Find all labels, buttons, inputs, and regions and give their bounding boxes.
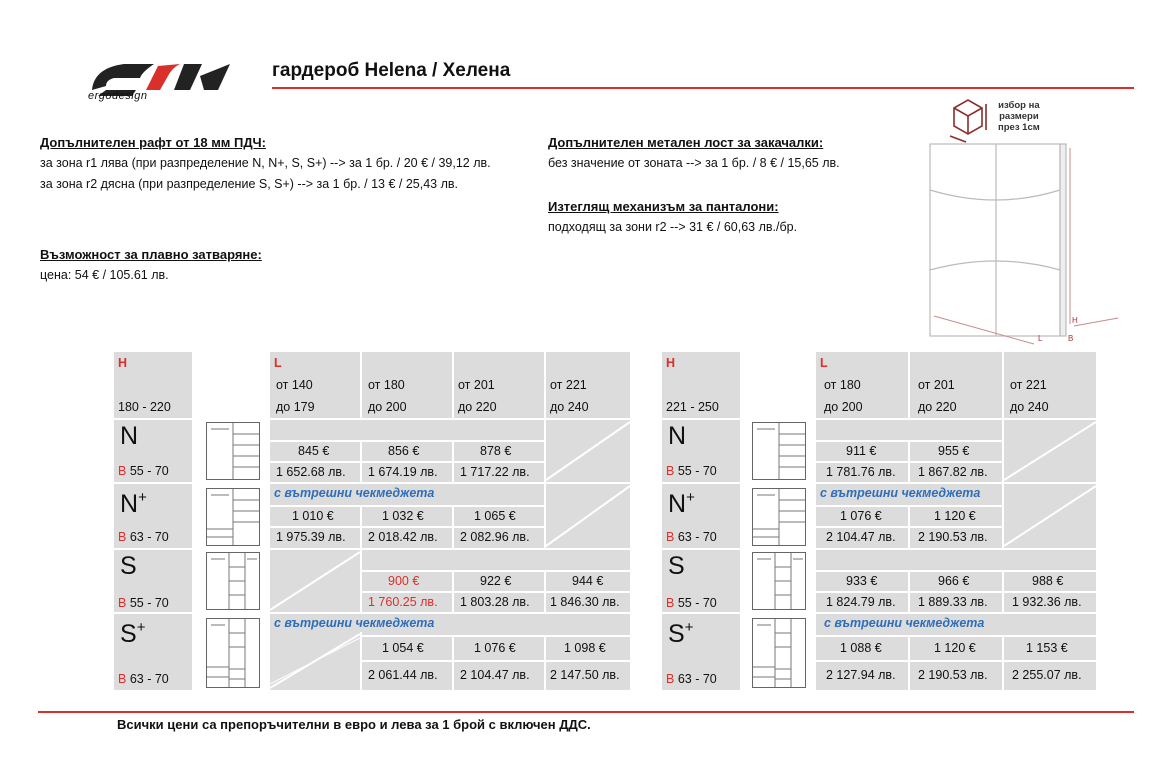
r-col-3-from: от 221 — [1010, 378, 1047, 392]
r-col-2-to: до 220 — [918, 400, 957, 414]
r-row-n-lev-2: 1 867.82 лв. — [918, 465, 988, 479]
row-n-eur-1: 845 € — [298, 444, 330, 458]
rod-heading: Допълнителен метален лост за закачалки: — [548, 135, 824, 150]
col-2-from: от 180 — [368, 378, 405, 392]
row-sp-eur-1: 1 054 € — [382, 641, 424, 655]
r-row-sp-note: с вътрешни чекмеджета — [824, 616, 985, 630]
footer-note: Всички цени са препоръчителни в евро и лева за 1 брой с включен ДДС. — [117, 717, 591, 732]
page-title: гардероб Helena / Хелена — [272, 60, 511, 81]
r-row-n-col-3-unavailable — [1004, 420, 1096, 482]
dim-label-b: B — [1068, 334, 1074, 343]
col-1-from: от 140 — [276, 378, 313, 392]
r-row-sp-lev-3: 2 255.07 лв. — [1012, 668, 1082, 682]
row-sp-letter: S+ — [120, 619, 146, 648]
layout-icon-np-drawing — [207, 489, 259, 545]
dim-label-l: L — [1038, 334, 1043, 343]
row-n-letter: N — [120, 422, 139, 450]
l-header-cell — [270, 352, 630, 418]
r-col-1-from: от 180 — [824, 378, 861, 392]
r-l-header-cell — [816, 352, 1096, 418]
r-h-header-cell — [662, 352, 740, 418]
row-np-note: с вътрешни чекмеджета — [274, 486, 435, 500]
r-row-sp-price-cell — [816, 614, 1096, 690]
row-n-eur-3: 878 € — [480, 444, 512, 458]
r-row-s-depth: B 55 - 70 — [666, 596, 717, 610]
row-s-price-cell — [270, 550, 630, 612]
r-row-s-letter: S — [668, 552, 685, 580]
row-s-label-cell — [114, 550, 192, 612]
col-2-to: до 200 — [368, 400, 407, 414]
softclose-info — [40, 244, 262, 286]
r-layout-icon-sp-drawing — [753, 619, 805, 687]
h-header-cell — [114, 352, 192, 418]
col-3-to: до 220 — [458, 400, 497, 414]
row-s-col-1-unavailable — [270, 550, 360, 612]
r-layout-icon-sp — [752, 618, 806, 688]
r-row-n-eur-1: 911 € — [846, 444, 877, 458]
r-row-n-eur-2: 955 € — [938, 444, 970, 458]
rod-line-1: без значение от зоната --> за 1 бр. / 8 € / 15,65 лв. — [548, 156, 840, 170]
row-n-lev-2: 1 674.19 лв. — [368, 465, 438, 479]
r-row-np-letter: N+ — [668, 489, 695, 518]
row-s-eur-1: 900 € — [388, 574, 420, 588]
h-range: 180 - 220 — [118, 400, 171, 414]
row-np-price-cell — [270, 484, 630, 548]
row-sp-label-cell — [114, 614, 192, 690]
row-np-eur-3: 1 065 € — [474, 509, 516, 523]
header-divider — [272, 87, 1134, 89]
row-s-depth: B 55 - 70 — [118, 596, 169, 610]
row-np-eur-2: 1 032 € — [382, 509, 424, 523]
layout-icon-np — [206, 488, 260, 546]
row-n-lev-1: 1 652.68 лв. — [276, 465, 346, 479]
r-row-n-lev-1: 1 781.76 лв. — [826, 465, 896, 479]
row-n-depth: B 55 - 70 — [118, 464, 169, 478]
r-row-s-eur-2: 966 € — [938, 574, 970, 588]
r-layout-icon-np — [752, 488, 806, 546]
shelf-line-2: за зона r2 дясна (при разпределение S, S+) --> за 1 бр. / 13 € / 25,43 лв. — [40, 177, 459, 191]
dim-label-h: H — [1072, 316, 1078, 325]
r-row-sp-lev-2: 2 190.53 лв. — [918, 668, 988, 682]
size-choice-caption: избор на размери през 1см — [998, 100, 1040, 133]
col-3-from: от 201 — [458, 378, 495, 392]
r-l-label: L — [820, 356, 828, 370]
row-s-eur-2: 922 € — [480, 574, 512, 588]
ergodesign-logo — [84, 56, 234, 104]
row-sp-eur-3: 1 098 € — [564, 641, 606, 655]
layout-icon-s — [206, 552, 260, 610]
r-col-1-to: до 200 — [824, 400, 863, 414]
r-layout-icon-n — [752, 422, 806, 480]
r-col-2-from: от 201 — [918, 378, 955, 392]
rod-info — [548, 132, 840, 174]
row-s-letter: S — [120, 552, 137, 580]
h-label: H — [118, 356, 128, 370]
r-row-sp-eur-3: 1 153 € — [1026, 641, 1068, 655]
r-row-sp-letter: S+ — [668, 619, 694, 648]
r-row-np-label-cell — [662, 484, 740, 548]
r-row-s-price-cell — [816, 550, 1096, 612]
row-n-price-cell — [270, 420, 630, 482]
row-sp-lev-1: 2 061.44 лв. — [368, 668, 438, 682]
r-layout-icon-s-drawing — [753, 553, 805, 609]
shelf-line-1: за зона r1 лява (при разпределение N, N+, S, S+) --> за 1 бр. / 20 € / 39,12 лв. — [40, 156, 491, 170]
r-row-np-col-3-unavailable — [1004, 484, 1096, 548]
row-np-lev-2: 2 018.42 лв. — [368, 530, 438, 544]
r-row-sp-eur-2: 1 120 € — [934, 641, 976, 655]
layout-icon-s-drawing — [207, 553, 259, 609]
row-sp-col-1-unavailable — [270, 632, 360, 690]
col-4-to: до 240 — [550, 400, 589, 414]
row-np-lev-3: 2 082.96 лв. — [460, 530, 530, 544]
r-layout-icon-s — [752, 552, 806, 610]
row-np-label-cell — [114, 484, 192, 548]
r-layout-icon-np-drawing — [753, 489, 805, 545]
footer-divider — [38, 711, 1134, 713]
row-sp-depth: B 63 - 70 — [118, 672, 169, 686]
r-col-3-to: до 240 — [1010, 400, 1049, 414]
row-np-depth: B 63 - 70 — [118, 530, 169, 544]
r-row-sp-eur-1: 1 088 € — [840, 641, 882, 655]
row-sp-eur-2: 1 076 € — [474, 641, 516, 655]
layout-icon-sp — [206, 618, 260, 688]
row-s-eur-3: 944 € — [572, 574, 604, 588]
row-np-col-4-unavailable — [546, 484, 630, 548]
r-row-s-eur-3: 988 € — [1032, 574, 1064, 588]
r-row-s-lev-3: 1 932.36 лв. — [1012, 595, 1082, 609]
row-sp-price-cell — [270, 614, 630, 690]
r-row-np-price-cell — [816, 484, 1096, 548]
r-row-sp-depth: B 63 - 70 — [666, 672, 717, 686]
col-1-to: до 179 — [276, 400, 315, 414]
r-row-n-price-cell — [816, 420, 1096, 482]
row-n-lev-3: 1 717.22 лв. — [460, 465, 530, 479]
r-row-sp-lev-1: 2 127.94 лв. — [826, 668, 896, 682]
r-row-n-label-cell — [662, 420, 740, 482]
r-row-s-eur-1: 933 € — [846, 574, 878, 588]
row-s-lev-2: 1 803.28 лв. — [460, 595, 530, 609]
row-s-lev-1: 1 760.25 лв. — [368, 595, 438, 609]
row-np-lev-1: 1 975.39 лв. — [276, 530, 346, 544]
shelf-heading: Допълнителен рафт от 18 мм ПДЧ: — [40, 135, 266, 150]
wardrobe-illustration — [922, 94, 1132, 350]
r-row-s-label-cell — [662, 550, 740, 612]
trousers-heading: Изтеглящ механизъм за панталони: — [548, 199, 779, 214]
r-row-s-lev-2: 1 889.33 лв. — [918, 595, 988, 609]
row-n-eur-2: 856 € — [388, 444, 420, 458]
trousers-line-1: подходящ за зони r2 --> 31 € / 60,63 лв./бр. — [548, 220, 798, 234]
softclose-heading: Възможност за плавно затваряне: — [40, 247, 262, 262]
r-row-np-eur-1: 1 076 € — [840, 509, 882, 523]
r-row-np-note: с вътрешни чекмеджета — [820, 486, 981, 500]
layout-icon-n-drawing — [207, 423, 259, 479]
row-np-letter: N+ — [120, 489, 147, 518]
r-h-range: 221 - 250 — [666, 400, 719, 414]
r-row-s-lev-1: 1 824.79 лв. — [826, 595, 896, 609]
r-row-n-depth: B 55 - 70 — [666, 464, 717, 478]
r-row-np-depth: B 63 - 70 — [666, 530, 717, 544]
r-row-np-lev-2: 2 190.53 лв. — [918, 530, 988, 544]
softclose-line-1: цена: 54 € / 105.61 лв. — [40, 268, 169, 282]
row-sp-lev-2: 2 104.47 лв. — [460, 668, 530, 682]
row-n-label-cell — [114, 420, 192, 482]
row-n-col-4-unavailable — [546, 420, 630, 482]
row-sp-lev-3: 2 147.50 лв. — [550, 668, 620, 682]
logo-wordmark: ergodesign — [88, 90, 148, 102]
r-layout-icon-n-drawing — [753, 423, 805, 479]
r-row-np-lev-1: 2 104.47 лв. — [826, 530, 896, 544]
row-np-eur-1: 1 010 € — [292, 509, 334, 523]
r-row-n-letter: N — [668, 422, 687, 450]
l-label: L — [274, 356, 282, 370]
layout-icon-n — [206, 422, 260, 480]
col-4-from: от 221 — [550, 378, 587, 392]
row-sp-note: с вътрешни чекмеджета — [274, 616, 435, 630]
r-row-sp-label-cell — [662, 614, 740, 690]
r-h-label: H — [666, 356, 676, 370]
shelf-info — [40, 132, 491, 195]
trousers-info — [548, 196, 797, 238]
layout-icon-sp-drawing — [207, 619, 259, 687]
row-s-lev-3: 1 846.30 лв. — [550, 595, 620, 609]
r-row-np-eur-2: 1 120 € — [934, 509, 976, 523]
